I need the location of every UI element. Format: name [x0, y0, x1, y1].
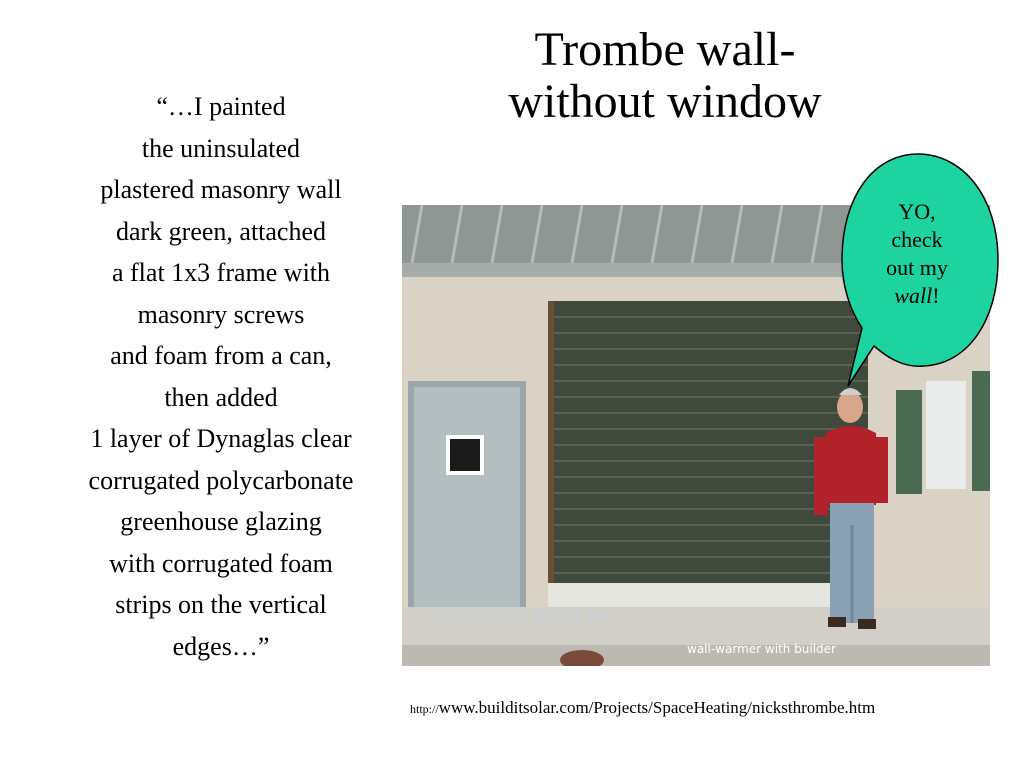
- quote-line: “…I painted: [156, 92, 286, 121]
- quote-line: the uninsulated: [141, 133, 301, 163]
- title-line-2: without window: [508, 75, 822, 128]
- bubble-line: [858, 282, 976, 310]
- bubble-exclaim: !: [932, 283, 940, 308]
- quote-line: then added: [164, 382, 278, 412]
- quote-line: edges…”: [172, 631, 270, 661]
- quote-line: and foam from a can,: [110, 341, 332, 370]
- quote-line: corrugated polycarbonate: [88, 465, 354, 495]
- url-prefix: http://: [410, 702, 439, 716]
- photo-caption: wall-warmer with builder: [687, 642, 836, 656]
- quote-line: plastered masonry wall: [100, 175, 342, 204]
- quote-line: 1 layer of Dynaglas clear: [90, 424, 352, 453]
- title-line-1: Trombe wall-: [534, 23, 796, 76]
- quote-line: dark green, attached: [115, 216, 327, 246]
- bubble-line: check: [891, 227, 943, 252]
- source-url[interactable]: [410, 698, 1010, 718]
- quote-text: [40, 86, 402, 667]
- quote-line: a flat 1x3 frame with: [111, 258, 331, 287]
- speech-bubble: [840, 150, 1000, 400]
- url-path: www.builditsolar.com/Projects/SpaceHeating/nicksthrombe.htm: [438, 698, 876, 717]
- quote-line: strips on the vertical: [115, 590, 327, 619]
- quote-line: masonry screws: [137, 299, 305, 329]
- speech-bubble-text: [858, 198, 976, 310]
- slide-title: [470, 24, 860, 128]
- bubble-emphasis: wall: [894, 283, 933, 308]
- bubble-line: out my: [886, 255, 948, 280]
- bubble-line: YO,: [898, 199, 936, 224]
- photo-date-stamp: 05/10/2005 02:19 pm: [436, 609, 613, 625]
- quote-line: greenhouse glazing: [120, 507, 322, 536]
- quote-line: with corrugated foam: [109, 548, 333, 578]
